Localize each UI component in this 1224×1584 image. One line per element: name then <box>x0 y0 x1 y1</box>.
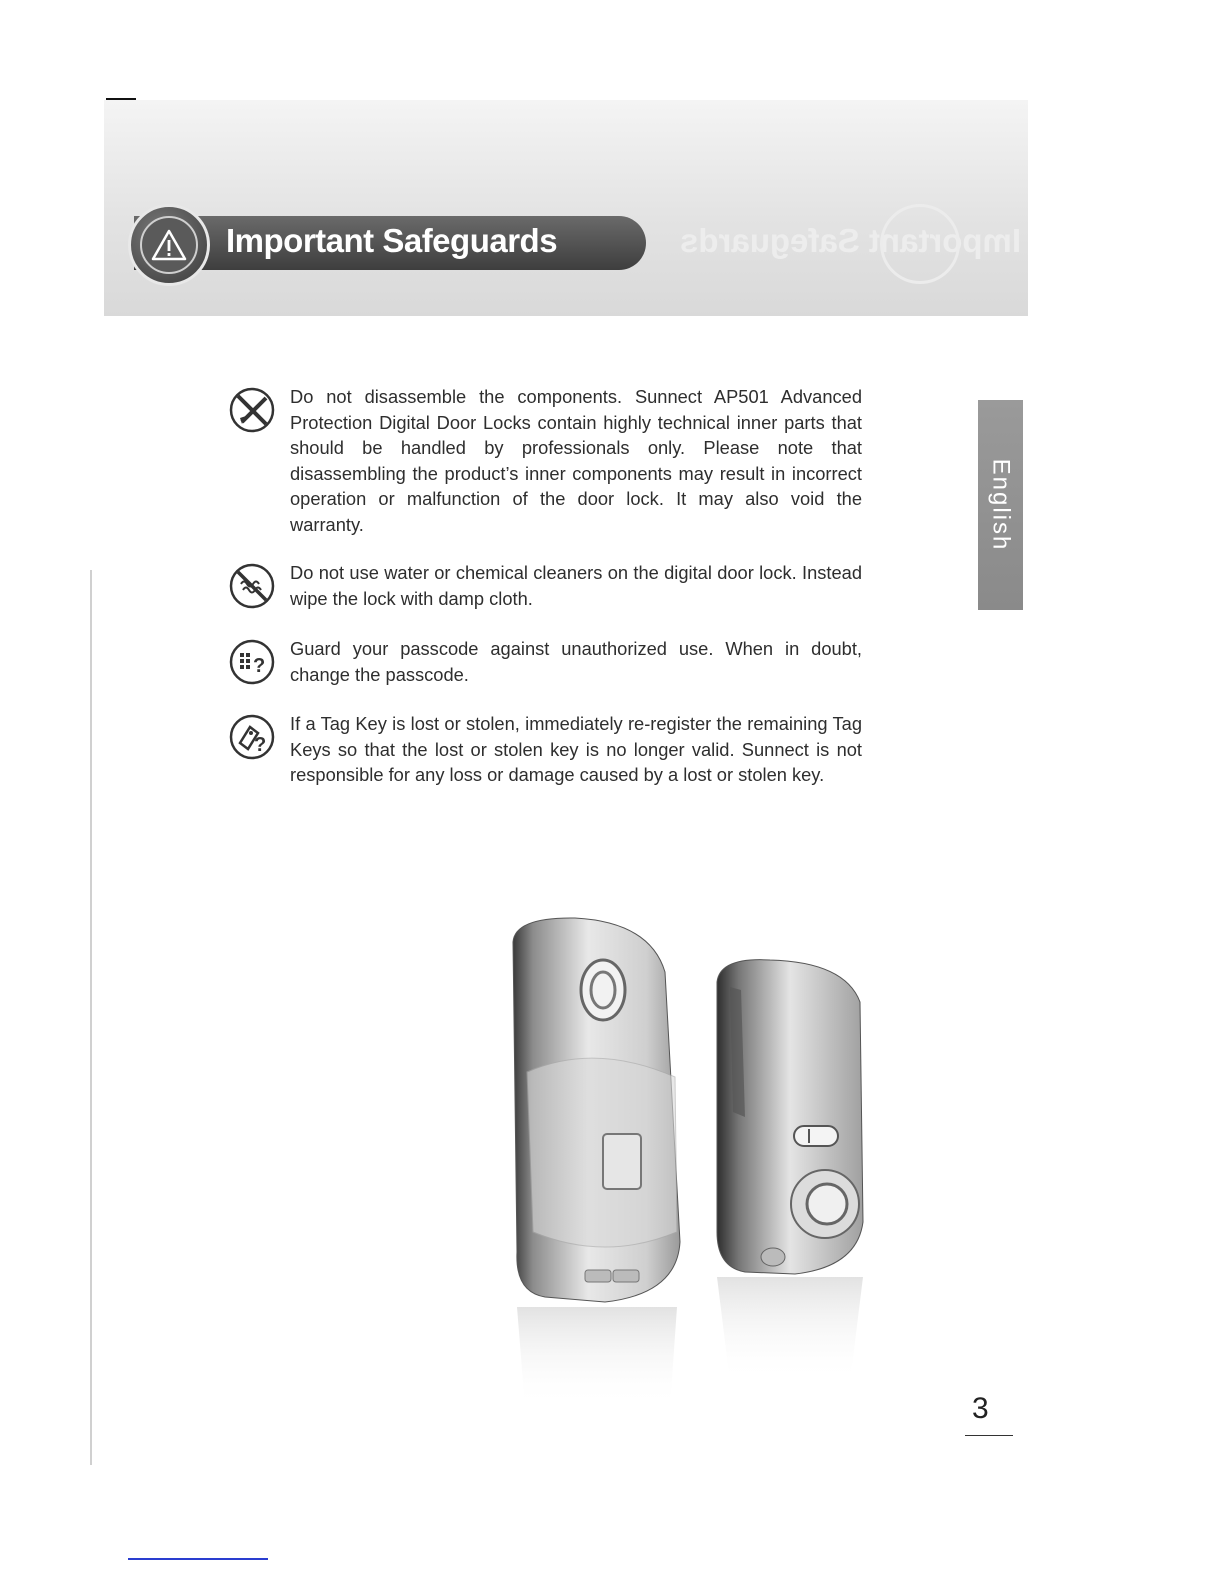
safeguard-item <box>228 560 862 611</box>
safeguard-item <box>228 711 862 788</box>
no-disassemble-icon <box>228 386 276 434</box>
language-tab-label: English <box>987 458 1015 552</box>
lost-tag-key-icon <box>228 713 276 761</box>
header-band <box>104 100 1028 316</box>
door-lock-illustration <box>505 912 875 1412</box>
safeguard-text: Do not disassemble the components. Sunnect AP501 Advanced Protection Digital Door Locks contain highly technical inner parts that should be handled by professionals only. Please note that disassembling the product’s inner components may result in incorrect operation or malfunction of the door lock. It may also void the warranty. <box>290 386 862 535</box>
page-number-rule <box>965 1435 1013 1436</box>
warning-triangle-icon <box>150 228 188 262</box>
no-water-icon <box>228 562 276 610</box>
svg-text:?: ? <box>253 655 266 677</box>
exterior-lock-unit <box>513 918 680 1407</box>
page-number: 3 <box>972 1392 989 1425</box>
safeguard-item <box>228 384 862 537</box>
svg-text:?: ? <box>254 734 267 756</box>
language-tab <box>978 400 1023 610</box>
left-margin-rule <box>90 570 92 1465</box>
title-badge <box>128 204 210 286</box>
footer-underline <box>128 1558 268 1560</box>
safeguard-text: Guard your passcode against unauthorized use. When in doubt, change the passcode. <box>290 638 862 685</box>
safeguard-text: Do not use water or chemical cleaners on the digital door lock. Instead wipe the lock with damp cloth. <box>290 562 862 609</box>
header-mirrored-badge <box>880 204 960 284</box>
interior-lock-unit <box>717 960 863 1382</box>
safeguard-text: If a Tag Key is lost or stolen, immediately re-register the remaining Tag Keys so that the lost or stolen key is no longer valid. Sunnect is not responsible for any loss or damage caused by a lost or stolen key. <box>290 713 862 785</box>
passcode-keypad-icon <box>228 638 276 686</box>
safeguard-item <box>228 636 862 687</box>
page-title: Important Safeguards <box>226 222 558 259</box>
header-mirrored-title: Important Safeguards <box>680 222 1022 259</box>
